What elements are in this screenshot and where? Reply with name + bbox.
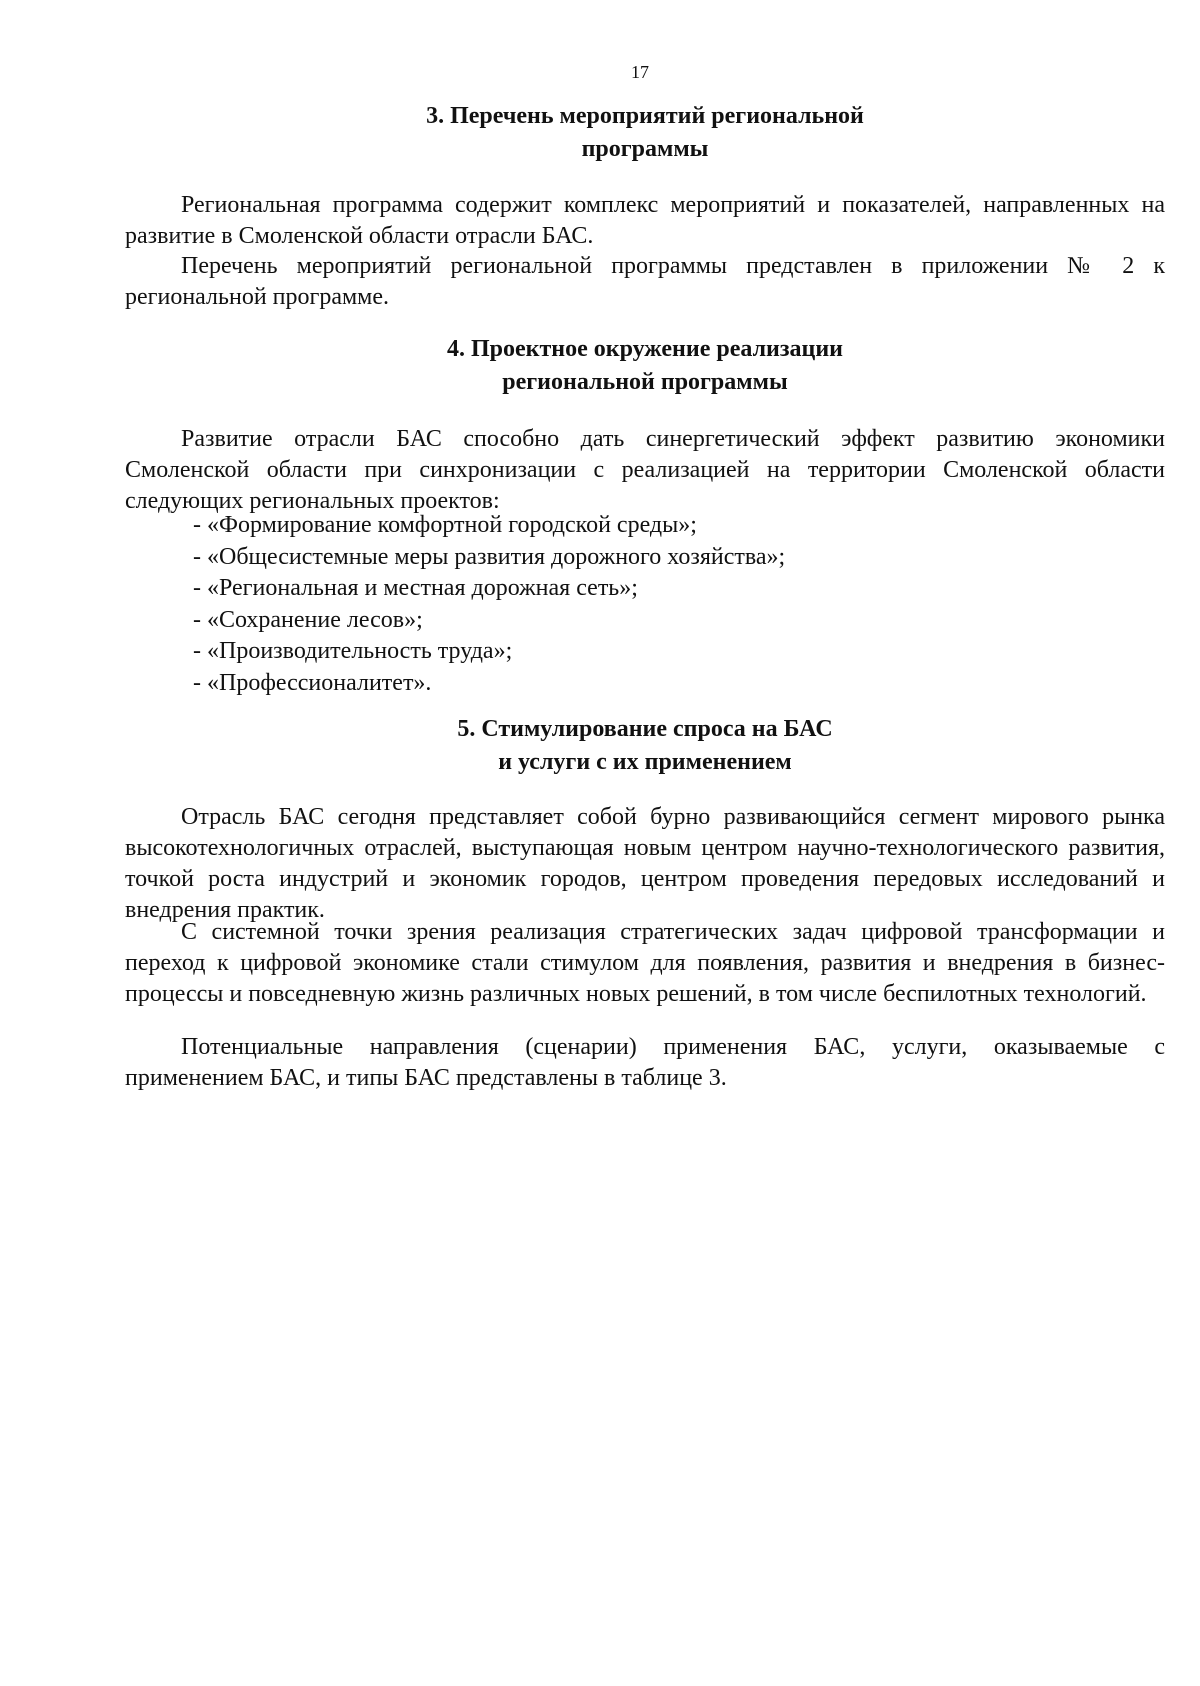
list-item: - «Региональная и местная дорожная сеть»; [193, 575, 638, 601]
list-item: - «Производительность труда»; [193, 638, 513, 664]
section-5-heading-line-1: 5. Стимулирование спроса на БАС [457, 716, 833, 742]
section-5-heading [125, 713, 1165, 779]
list-item: - «Профессионалитет». [193, 669, 432, 696]
list-item: - «Формирование комфортной городской среды»; [193, 512, 697, 538]
section-3-heading-line-1: 3. Перечень мероприятий региональной [426, 103, 864, 129]
regional-projects-list [125, 510, 1165, 699]
section-4-paragraph-1: Развитие отрасли БАС способно дать синергетический эффект развитию экономики Смоленской области при синхронизации с реализацией на территории Смоленской области следующих региональных проектов: [125, 426, 1165, 514]
section-5-paragraph-2: С системной точки зрения реализация стратегических задач цифровой трансформации и переход к цифровой экономике стали стимулом для появления, развития и внедрения в бизнес-процессы и повседневную жизнь различных новых решений, в том числе беспилотных технологий. [125, 919, 1165, 1007]
page-number: 17 [631, 62, 649, 82]
section-4-heading-line-1: 4. Проектное окружение реализации [447, 336, 843, 362]
section-3-heading-line-2: программы [581, 136, 709, 162]
section-3-paragraph-1: Региональная программа содержит комплекс мероприятий и показателей, направленных на развитие в Смоленской области отрасли БАС. [125, 192, 1165, 249]
section-3-paragraph-2: Перечень мероприятий региональной программы представлен в приложении № 2 к региональной программе. [125, 253, 1165, 310]
list-item: - «Общесистемные меры развития дорожного хозяйства»; [193, 543, 786, 570]
section-5-paragraph-1: Отрасль БАС сегодня представляет собой бурно развивающийся сегмент мирового рынка высокотехнологичных отраслей, выступающая новым центром научно-технологического развития, точкой роста индустрий и экономик городов, центром проведения передовых исследований и внедрения практик. [125, 804, 1165, 923]
section-5-heading-line-2: и услуги с их применением [498, 749, 792, 775]
section-4-heading [125, 333, 1165, 399]
section-4-heading-line-2: региональной программы [502, 369, 788, 395]
list-item: - «Сохранение лесов»; [193, 606, 423, 633]
section-5-paragraph-3: Потенциальные направления (сценарии) применения БАС, услуги, оказываемые с применением БАС, и типы БАС представлены в таблице 3. [125, 1034, 1165, 1091]
section-3-heading [125, 100, 1165, 166]
